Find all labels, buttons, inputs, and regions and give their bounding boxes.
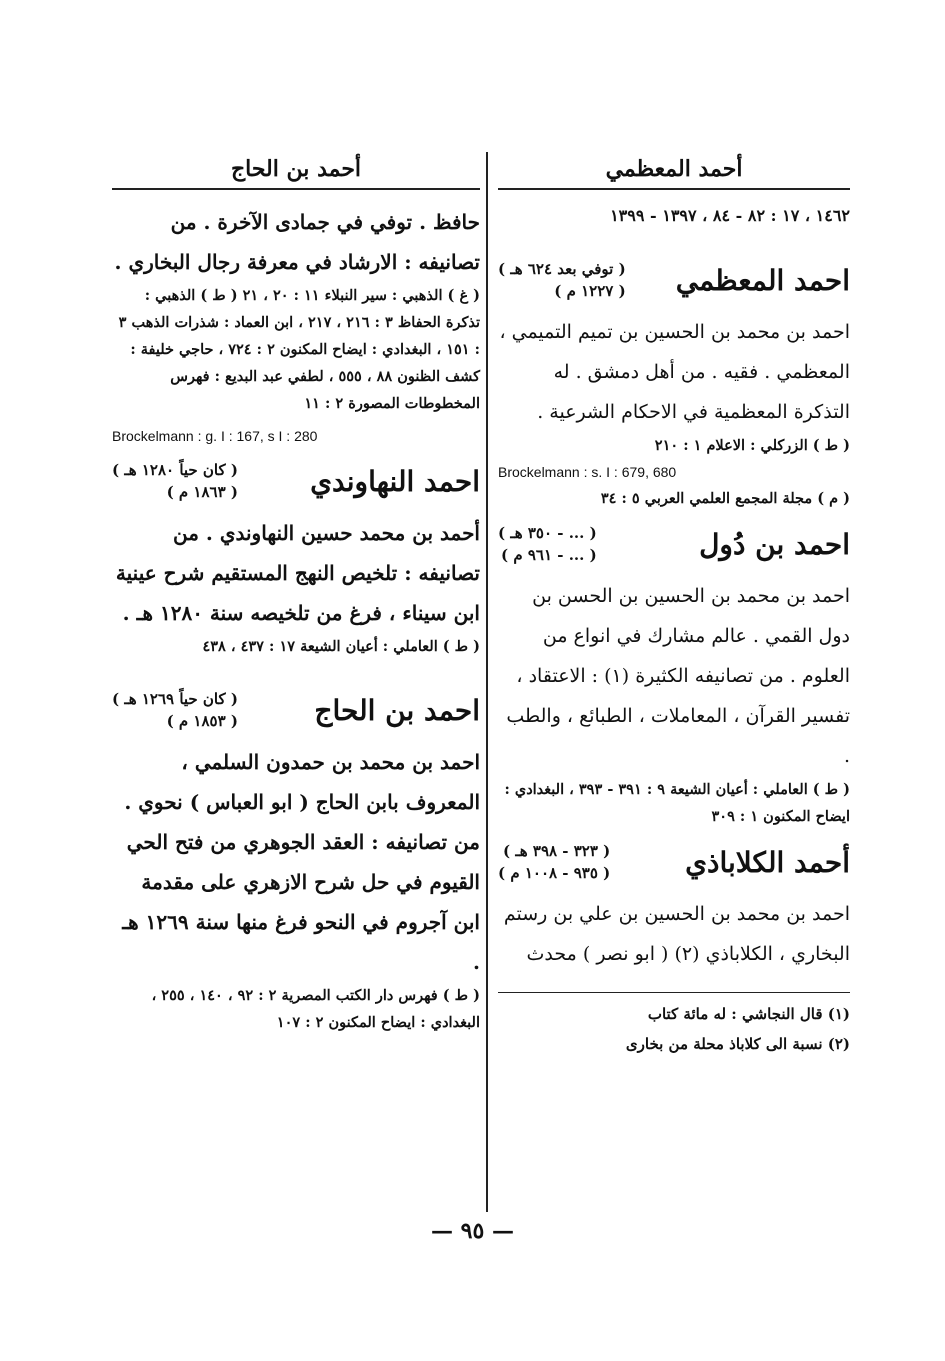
entry-name: احمد بن دُول xyxy=(699,527,850,561)
footnote: (٢) نسبة الى كلاباذ محلة من بخارى xyxy=(625,1035,850,1053)
entry-body: احمد بن محمد بن الحسين بن تميم التميمي ، المعظمي . فقيه . من أهل دمشق . له التذكرة المعظمية في الاحكام الشرعية . xyxy=(499,321,850,423)
entry-dates xyxy=(498,840,610,884)
hijri-date: ( كان حياً ١٢٨٠ هـ ) xyxy=(112,461,238,479)
entry xyxy=(112,688,480,1036)
entry-name: أحمد الكلاباذي xyxy=(685,845,850,879)
entry xyxy=(498,840,850,974)
continuation-body: حافظ . توفي في جمادى الآخرة . من تصانيفه : الارشاد في معرفة رجال البخاري . xyxy=(114,210,480,274)
hijri-date: ( ... - ٣٥٠ هـ ) xyxy=(498,524,597,542)
footnote: (١) قال النجاشي : له مائة كتاب xyxy=(647,1005,850,1023)
entry-name: احمد النهاوندي xyxy=(310,464,480,498)
entry xyxy=(498,258,850,512)
running-header-right: أحمد المعظمي xyxy=(498,150,850,190)
footnotes xyxy=(498,992,850,1059)
entry-dates xyxy=(498,258,626,302)
entry-dates xyxy=(498,522,597,566)
continuation-refs: ١٤٦٢ ، ١٧ : ٨٢ - ٨٤ ، ١٣٩٧ - ١٣٩٩ xyxy=(610,206,850,225)
hijri-date: ( توفي بعد ٦٢٤ هـ ) xyxy=(498,260,626,278)
gregorian-date: ( ... - ٩٦١ م ) xyxy=(501,546,597,564)
left-column xyxy=(112,150,480,1036)
right-column xyxy=(498,150,850,1059)
entry xyxy=(498,522,850,830)
reference: ( م ) مجلة المجمع العلمي العربي ٥ : ٣٤ xyxy=(600,490,850,507)
running-header-left: أحمد بن الحاج xyxy=(112,150,480,190)
page-number: — ٩٥ — xyxy=(431,1218,514,1244)
entry-name: احمد بن الحاج xyxy=(314,693,480,727)
gregorian-date: ( ١٨٥٣ م ) xyxy=(166,712,238,730)
hijri-date: ( ٣٢٣ - ٣٩٨ هـ ) xyxy=(503,842,611,860)
continuation-refs: ( غ ) الذهبي : سير النبلاء ١١ : ٢٠ ، ٢١ ( ط ) الذهبي : تذكرة الحفاظ ٣ : ٢١٦ ، ٢١٧ ، ابن العماد : شذرات الذهب ٣ : ١٥١ ، البغدادي : ايضاح المكنون ٢ : ٧٢٤ ، حاجي خليفة : كشف الظنون ٨٨ ، ٥٥٥ ، لطفي عبد البديع : فهرس المخطوطات المصورة ٢ : ١١ xyxy=(118,287,480,412)
gregorian-date: ( ١٨٦٣ م ) xyxy=(166,483,238,501)
entry-dates xyxy=(112,459,238,503)
reference: ( ط ) الزركلي : الاعلام ١ : ٢١٠ xyxy=(654,437,850,454)
entry xyxy=(112,459,480,660)
reference: ( ط ) العاملي : أعيان الشيعة ١٧ : ٤٣٧ ، ٤٣٨ xyxy=(202,638,480,655)
latin-reference: Brockelmann : s. I : 679, 680 xyxy=(498,464,677,480)
entry-body: احمد بن محمد بن الحسين بن علي بن رستم البخاري ، الكلاباذي (٢) ( ابو نصر ) محدث xyxy=(503,903,850,965)
hijri-date: ( كان حياً ١٢٦٩ هـ ) xyxy=(112,690,238,708)
entry-body: احمد بن محمد بن الحسين بن الحسن بن دول القمي . عالم مشارك في انواع من العلوم . من تصانيفه الكثيرة (١) : الاعتقاد ، تفسير القرآن ، المعاملات ، الطبائع ، والطب . xyxy=(506,585,850,767)
latin-reference: Brockelmann : g. I : 167, s I : 280 xyxy=(112,428,318,444)
entry-body: احمد بن محمد بن حمدون السلمي ، المعروف بابن الحاج ( ابو العباس ) نحوي . من تصانيفه : العقد الجوهري من فتح الحي القيوم في حل شرح الازهري على مقدمة ابن آجروم في النحو فرغ منها سنة ١٢٦٩ هـ . xyxy=(122,750,480,974)
gregorian-date: ( ٩٣٥ - ١٠٠٨ م ) xyxy=(498,864,611,882)
entry-dates xyxy=(112,688,238,732)
gregorian-date: ( ١٢٢٧ م ) xyxy=(554,282,626,300)
reference: ( ط ) العاملي : أعيان الشيعة ٩ : ٣٩١ - ٣٩٣ ، البغدادي : ايضاح المكنون ١ : ٣٠٩ xyxy=(504,781,850,825)
entry-name: احمد المعظمي xyxy=(675,263,850,297)
reference: ( ط ) فهرس دار الكتب المصرية ٢ : ٩٢ ، ١٤٠ ، ٢٥٥ ، البغدادي : ايضاح المكنون ٢ : ١٠٧ xyxy=(151,987,480,1031)
entry-body: أحمد بن محمد حسين النهاوندي . من تصانيفه : تلخيص النهج المستقيم شرح عينية ابن سيناء ، فرغ من تلخيصه سنة ١٢٨٠ هـ . xyxy=(115,521,480,625)
column-divider xyxy=(486,152,488,1212)
